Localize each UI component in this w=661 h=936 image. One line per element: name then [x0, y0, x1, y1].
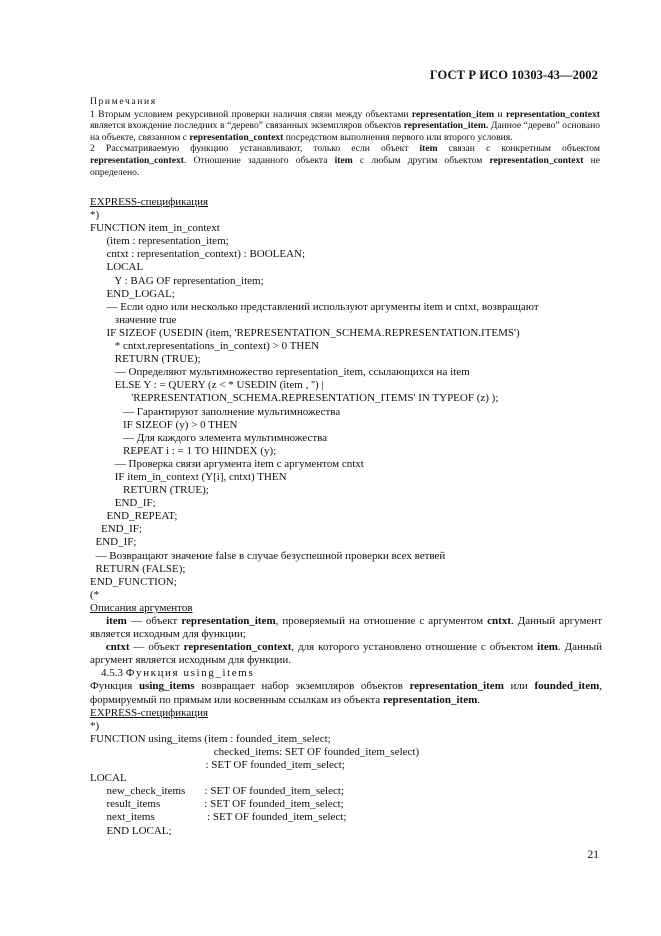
spec1-heading: EXPRESS-спецификация [90, 196, 209, 208]
arg-item: item — объект representation_item, проверяемый на отношение с аргументом cntxt. Данный аргумент является исходным для функции; [90, 615, 602, 641]
code-line: END_IF; [90, 497, 156, 510]
code-line: (* [90, 588, 100, 601]
code-line: — Определяют мультимножество representation_item, ссылающихся на item [90, 366, 470, 379]
code-line: LOCAL [90, 261, 144, 274]
spec2-heading: EXPRESS-спецификация [90, 706, 209, 719]
spec1-code [90, 209, 602, 602]
code-line: — Для каждого элемента мультимножества [90, 431, 328, 444]
code-line: *) [90, 719, 100, 732]
code-line: cntxt : representation_context) : BOOLEAN; [90, 248, 306, 261]
code-line: new_check_items : SET OF founded_item_select; [90, 785, 344, 798]
code-line: * cntxt.representations_in_context) > 0 THEN [90, 340, 320, 353]
note-1: 1 Вторым условием рекурсивной проверки наличия связи между объектами representation_item и representation_context является вхождение последних в “дерево” связанных экземпляров объектов representation_item. Данное “дерево” основано на объекте, связанном с representation_context посредством выполнения первого или второго условия. [90, 108, 600, 143]
code-line: RETURN (TRUE); [90, 484, 209, 497]
code-line: Y : BAG OF representation_item; [90, 274, 264, 287]
code-line: result_items : SET OF founded_item_select; [90, 798, 344, 811]
code-line: checked_items: SET OF founded_item_select) [90, 745, 420, 758]
note-2: 2 Рассматриваемую функцию устанавливают, только если объект item связан с конкретным объектом representation_context. Отношение заданного объекта item с любым другим объектом representation_context не определено. [90, 143, 600, 178]
code-line: — Если одно или несколько представлений используют аргументы item и cntxt, возвращают [90, 300, 539, 313]
args-heading: Описания аргументов [90, 601, 193, 614]
code-line: IF SIZEOF (USEDIN (item, 'REPRESENTATION_SCHEMA.REPRESENTATION.ITEMS') [90, 326, 520, 339]
code-line: END_IF; [90, 536, 137, 549]
document-header: ГОСТ Р ИСО 10303-43—2002 [429, 68, 598, 82]
code-line: RETURN (FALSE); [90, 562, 186, 575]
code-line: : SET OF founded_item_select; [90, 759, 345, 772]
section-desc: Функция using_items возвращает набор экземпляров объектов representation_item или founded_item, формируемый по прямым или косвенным ссылкам из объекта representation_item. [90, 680, 602, 706]
code-line: IF item_in_context (Y[i], cntxt) THEN [90, 470, 287, 483]
code-line: RETURN (TRUE); [90, 353, 201, 366]
code-line: 'REPRESENTATION_SCHEMA.REPRESENTATION_ITEMS' IN TYPEOF (z) ); [90, 392, 499, 405]
code-line: IF SIZEOF (y) > 0 THEN [90, 418, 238, 431]
code-line: next_items : SET OF founded_item_select; [90, 811, 347, 824]
code-line: LOCAL [90, 772, 127, 785]
notes-block [90, 96, 600, 178]
code-line: END_LOGAL; [90, 287, 175, 300]
code-line: END_FUNCTION; [90, 575, 177, 588]
code-line: — Проверка связи аргумента item с аргументом cntxt [90, 457, 364, 470]
code-line: ELSE Y : = QUERY (z < * USEDIN (item , '') | [90, 379, 324, 392]
code-line: FUNCTION item_in_context [90, 222, 220, 235]
code-line: (item : representation_item; [90, 235, 229, 248]
code-line: REPEAT i : = 1 TO HIINDEX (y); [90, 444, 277, 457]
body-text [90, 196, 602, 838]
code-line: — Возвращают значение false в случае безуспешной проверки всех ветвей [90, 549, 446, 562]
code-line: — Гарантируют заполнение мультимножества [90, 405, 341, 418]
page-number: 21 [587, 849, 599, 861]
code-line: END_IF; [90, 523, 142, 536]
code-line: FUNCTION using_items (item : founded_item_select; [90, 732, 331, 745]
code-line: END LOCAL; [90, 824, 172, 837]
arg-cntxt: cntxt — объект representation_context, для которого установлено отношение с объектом item. Данный аргумент является исходным для функции. [90, 641, 603, 667]
spec2-code [90, 720, 602, 838]
notes-title: Примечания [90, 96, 157, 107]
code-line: *) [90, 209, 100, 222]
code-line: END_REPEAT; [90, 510, 178, 523]
section-heading: 4.5.3 Функция using_items [101, 667, 255, 680]
code-line: значение true [90, 313, 177, 326]
